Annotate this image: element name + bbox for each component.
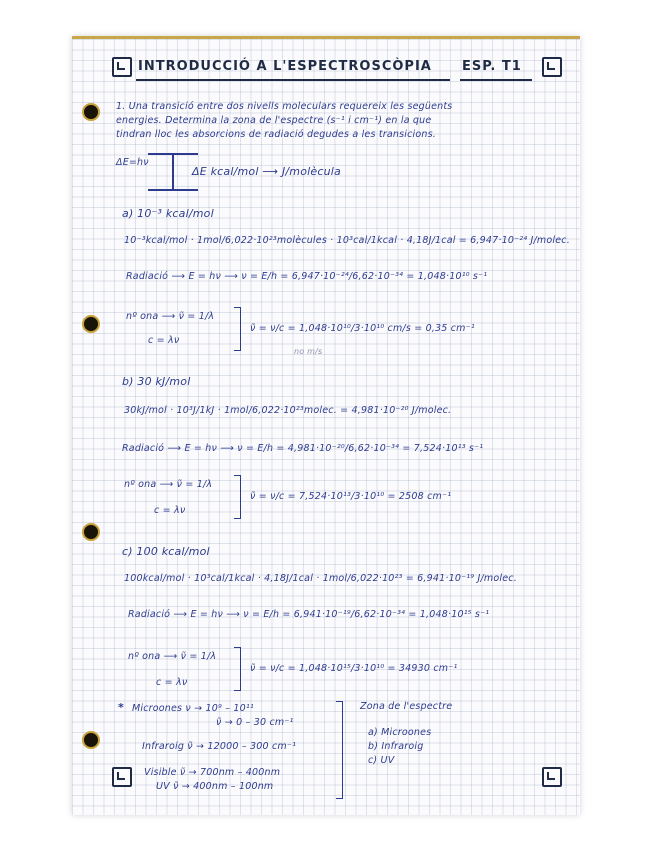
notebook-page bbox=[72, 36, 580, 815]
binder-hole bbox=[82, 103, 100, 121]
bracket bbox=[234, 475, 241, 519]
part-c-label: c) 100 kcal/mol bbox=[122, 545, 210, 558]
problem-line: energies. Determina la zona de l'espectre (s⁻¹ i cm⁻¹) en la que bbox=[116, 115, 432, 126]
part-a-wavenumber-def: nº ona ⟶ ν̃ = 1/λ bbox=[126, 311, 215, 322]
bracket bbox=[234, 307, 241, 351]
part-b-wavenumber: ν̃ = ν/c = 7,524·10¹³/3·10¹⁰ = 2508 cm⁻¹ bbox=[250, 491, 452, 502]
zone-c: c) UV bbox=[368, 755, 395, 766]
title-underline bbox=[136, 79, 450, 81]
part-b-label: b) 30 kJ/mol bbox=[122, 375, 191, 388]
binder-hole bbox=[82, 731, 100, 749]
part-b-wavenumber-def: nº ona ⟶ ν̃ = 1/λ bbox=[124, 479, 213, 490]
range-visible: Visible ν̃ → 700nm – 400nm bbox=[144, 767, 281, 778]
unit-conversion-label: ΔE kcal/mol ⟶ J/molècula bbox=[192, 165, 341, 178]
zone-b: b) Infraroig bbox=[368, 741, 424, 752]
part-a-note: no m/s bbox=[294, 347, 323, 356]
zone-title: Zona de l'espectre bbox=[360, 701, 453, 712]
part-c-wavenumber: ν̃ = ν/c = 1,048·10¹⁵/3·10¹⁰ = 34930 cm⁻¹ bbox=[250, 663, 458, 674]
part-a-wavenumber: ν̃ = ν/c = 1,048·10¹⁰/3·10¹⁰ cm/s = 0,35 cm⁻¹ bbox=[250, 323, 475, 334]
transition-arrow bbox=[172, 153, 174, 189]
part-c-conversion: 100kcal/mol · 10³cal/1kcal · 4,18J/1cal · 1mol/6,022·10²³ = 6,941·10⁻¹⁹ J/molec. bbox=[124, 573, 517, 584]
corner-mark-icon bbox=[542, 57, 562, 77]
part-c-frequency: Radiació ⟶ E = hν ⟶ ν = E/h = 6,941·10⁻¹⁹/6,62·10⁻³⁴ = 1,048·10¹⁵ s⁻¹ bbox=[128, 609, 490, 620]
bracket bbox=[234, 647, 241, 691]
part-b-light-relation: c = λν bbox=[154, 505, 186, 516]
zone-a: a) Microones bbox=[368, 727, 432, 738]
bracket bbox=[336, 701, 343, 799]
part-c-light-relation: c = λν bbox=[156, 677, 188, 688]
code-underline bbox=[460, 79, 532, 81]
topic-code: ESP. T1 bbox=[462, 59, 522, 74]
part-a-light-relation: c = λν bbox=[148, 335, 180, 346]
part-b-conversion: 30kJ/mol · 10³J/1kJ · 1mol/6,022·10²³molec. = 4,981·10⁻²⁰ J/molec. bbox=[124, 405, 452, 416]
part-a-label: a) 10⁻³ kcal/mol bbox=[122, 207, 214, 220]
part-a-frequency: Radiació ⟶ E = hν ⟶ ν = E/h = 6,947·10⁻²⁴/6,62·10⁻³⁴ = 1,048·10¹⁰ s⁻¹ bbox=[126, 271, 488, 282]
range-microwave: Microones ν → 10⁹ – 10¹¹ bbox=[132, 703, 254, 714]
range-microwave-wavenumber: ν̃ → 0 – 30 cm⁻¹ bbox=[216, 717, 294, 728]
page-title: INTRODUCCIÓ A L'ESPECTROSCÒPIA bbox=[138, 59, 432, 74]
star-marker: * bbox=[118, 701, 124, 714]
range-uv: UV ν̃ → 400nm – 100nm bbox=[156, 781, 274, 792]
part-b-frequency: Radiació ⟶ E = hν ⟶ ν = E/h = 4,981·10⁻²⁰/6,62·10⁻³⁴ = 7,524·10¹³ s⁻¹ bbox=[122, 443, 484, 454]
part-a-conversion: 10⁻³kcal/mol · 1mol/6,022·10²³molècules · 10³cal/1kcal · 4,18J/1cal = 6,947·10⁻²⁴ J/molec. bbox=[124, 235, 570, 246]
binder-hole bbox=[82, 315, 100, 333]
corner-mark-icon bbox=[542, 767, 562, 787]
range-infrared: Infraroig ν̃ → 12000 – 300 cm⁻¹ bbox=[142, 741, 297, 752]
corner-mark-icon bbox=[112, 767, 132, 787]
binder-hole bbox=[82, 523, 100, 541]
part-c-wavenumber-def: nº ona ⟶ ν̃ = 1/λ bbox=[128, 651, 217, 662]
problem-line: tindran lloc les absorcions de radiació degudes a les transicions. bbox=[116, 129, 436, 140]
corner-mark-icon bbox=[112, 57, 132, 77]
problem-line: 1. Una transició entre dos nivells moleculars requereix les següents bbox=[116, 101, 453, 112]
energy-level-bottom bbox=[148, 189, 198, 191]
photon-energy-label: ΔE=hν bbox=[116, 157, 149, 168]
